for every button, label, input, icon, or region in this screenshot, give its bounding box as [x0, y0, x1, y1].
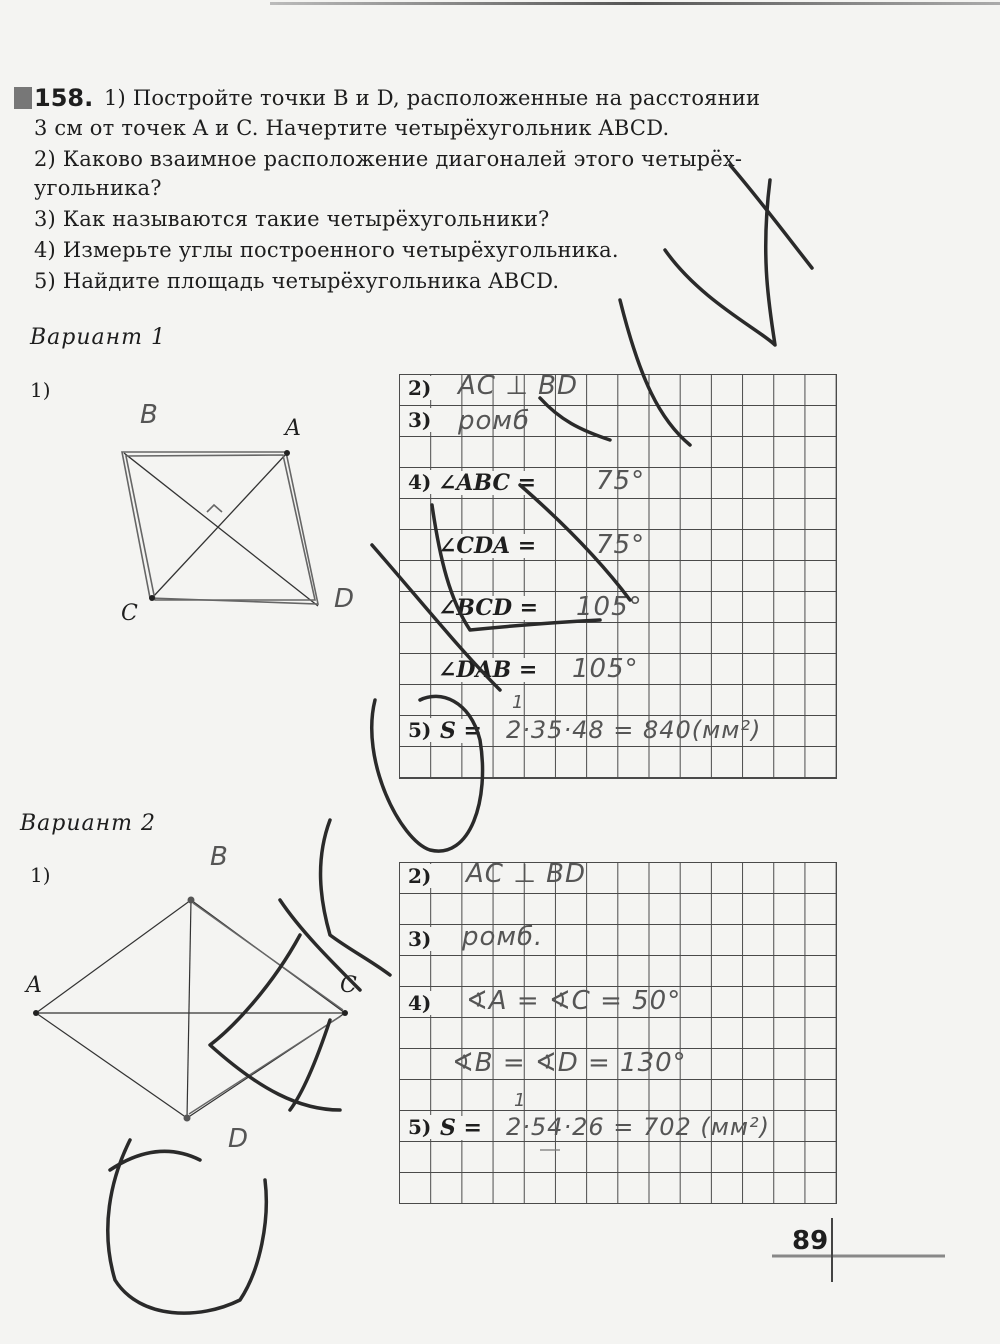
v2-row-5-label: 5) — [408, 1115, 432, 1139]
task-line-5: 3) Как называются такие четырёхугольники? — [34, 207, 550, 231]
v1-point-b-label: B — [140, 400, 159, 430]
task-line-2: 3 см от точек A и C. Начертите четырёхугольник ABCD. — [34, 116, 670, 140]
v1-angle-dab-label: ∠DAB = — [438, 657, 538, 683]
v1-answer-dab: 105° — [572, 654, 639, 684]
v1-area-label: S = — [440, 718, 482, 744]
v2-area-label: S = — [440, 1115, 482, 1141]
v1-area-fraction-numerator: 1 — [512, 692, 525, 713]
v1-answer-abc: 75° — [596, 466, 646, 496]
v2-answer-area: 2·54·26 = 702 (мм²) — [506, 1113, 770, 1141]
v1-row-4-label: 4) — [408, 470, 432, 494]
v1-answer-area: 2·35·48 = 840(мм²) — [506, 716, 762, 744]
task-line-1: 1) Постройте точки B и D, расположенные на расстоянии — [104, 86, 761, 110]
v2-row-2-label: 2) — [408, 864, 432, 888]
v2-point-d-label: D — [228, 1124, 250, 1154]
v1-row-2-label: 2) — [408, 376, 432, 400]
task-number: 158. — [34, 84, 94, 112]
v1-answer-2: AC ⊥ BD — [458, 371, 578, 401]
task-line-7: 5) Найдите площадь четырёхугольника ABCD. — [34, 269, 560, 293]
v1-row-3-label: 3) — [408, 408, 432, 432]
v2-row-3-label: 3) — [408, 927, 432, 951]
v1-point-d-label: D — [334, 584, 356, 614]
variant-1-item-1-label: 1) — [30, 378, 51, 402]
v2-area-fraction-numerator: 1 — [514, 1090, 527, 1111]
v2-answer-4-line-1: ∢A = ∢C = 50° — [466, 986, 682, 1016]
v2-answer-3: ромб. — [462, 922, 544, 952]
v1-answer-cda: 75° — [596, 530, 646, 560]
v1-point-a-label: A — [285, 416, 301, 441]
v1-angle-cda-label: ∠CDA = — [438, 533, 537, 559]
task-line-6: 4) Измерьте углы построенного четырёхугольника. — [34, 238, 619, 262]
v1-row-5-label: 5) — [408, 718, 432, 742]
v2-answer-2: AC ⊥ BD — [466, 859, 586, 889]
v1-point-c-label: C — [121, 601, 138, 626]
v1-answer-3: ромб — [458, 406, 531, 436]
v1-angle-bcd-label: ∠BCD = — [438, 595, 539, 621]
page-number: 89 — [792, 1226, 829, 1256]
v1-answer-bcd: 105° — [576, 592, 643, 622]
variant-1-title: Вариант 1 — [30, 325, 166, 350]
variant-2-item-1-label: 1) — [30, 863, 51, 887]
variant-2-title: Вариант 2 — [20, 811, 156, 836]
task-line-4: угольника? — [34, 176, 162, 200]
v1-angle-abc-label: ∠ABC = — [438, 470, 537, 496]
v2-point-a-label: A — [26, 973, 42, 998]
v2-answer-4-line-2: ∢B = ∢D = 130° — [452, 1048, 687, 1078]
v2-row-4-label: 4) — [408, 991, 432, 1015]
task-line-3: 2) Каково взаимное расположение диагоналей этого четырёх- — [34, 147, 743, 171]
v2-point-c-label: C — [340, 973, 357, 998]
v2-point-b-label: B — [210, 842, 229, 872]
